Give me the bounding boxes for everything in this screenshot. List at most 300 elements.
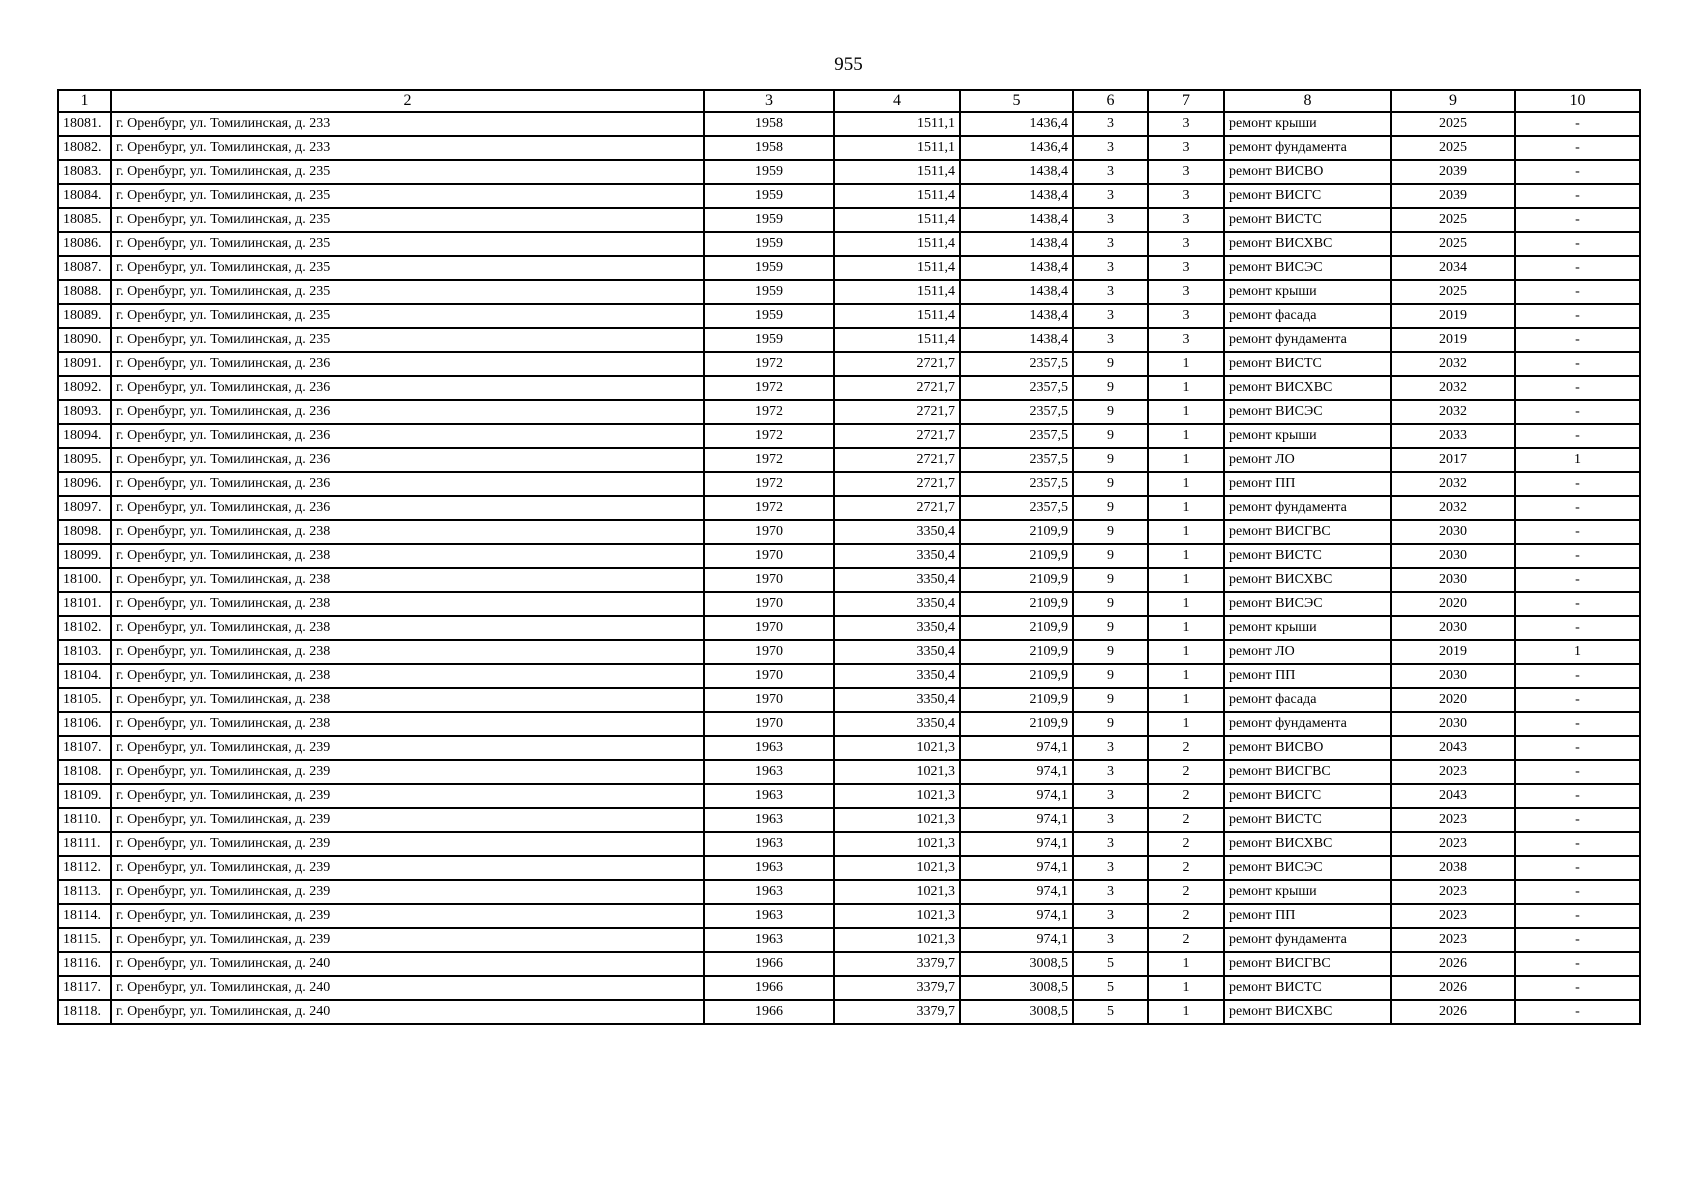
table-row xyxy=(58,520,1640,544)
floors-cell: 9 xyxy=(1073,400,1148,424)
work-type-cell: ремонт крыши xyxy=(1224,424,1391,448)
work-type-cell: ремонт ВИСХВС xyxy=(1224,232,1391,256)
work-type-cell: ремонт ВИСЭС xyxy=(1224,256,1391,280)
entrances-cell: 2 xyxy=(1148,760,1224,784)
planned-year-cell: 2025 xyxy=(1391,112,1515,136)
status-mark-cell: - xyxy=(1515,376,1640,400)
row-number-cell: 18110. xyxy=(58,808,111,832)
floors-cell: 9 xyxy=(1073,352,1148,376)
living-area-cell: 974,1 xyxy=(960,736,1073,760)
column-header-5: 5 xyxy=(960,90,1073,112)
table-row xyxy=(58,232,1640,256)
total-area-cell: 3350,4 xyxy=(834,616,960,640)
living-area-cell: 2109,9 xyxy=(960,592,1073,616)
work-type-cell: ремонт крыши xyxy=(1224,616,1391,640)
living-area-cell: 2109,9 xyxy=(960,712,1073,736)
entrances-cell: 1 xyxy=(1148,400,1224,424)
living-area-cell: 974,1 xyxy=(960,928,1073,952)
year-built-cell: 1963 xyxy=(704,736,834,760)
entrances-cell: 2 xyxy=(1148,880,1224,904)
living-area-cell: 3008,5 xyxy=(960,976,1073,1000)
floors-cell: 5 xyxy=(1073,1000,1148,1024)
work-type-cell: ремонт ВИСЭС xyxy=(1224,856,1391,880)
column-header-3: 3 xyxy=(704,90,834,112)
living-area-cell: 2357,5 xyxy=(960,496,1073,520)
living-area-cell: 1438,4 xyxy=(960,184,1073,208)
table-row xyxy=(58,952,1640,976)
row-number-cell: 18104. xyxy=(58,664,111,688)
living-area-cell: 2109,9 xyxy=(960,664,1073,688)
address-cell: г. Оренбург, ул. Томилинская, д. 236 xyxy=(111,376,704,400)
work-type-cell: ремонт ВИСЭС xyxy=(1224,400,1391,424)
floors-cell: 9 xyxy=(1073,712,1148,736)
planned-year-cell: 2030 xyxy=(1391,664,1515,688)
table-row xyxy=(58,472,1640,496)
status-mark-cell: - xyxy=(1515,256,1640,280)
year-built-cell: 1958 xyxy=(704,136,834,160)
living-area-cell: 3008,5 xyxy=(960,1000,1073,1024)
table-row xyxy=(58,136,1640,160)
living-area-cell: 974,1 xyxy=(960,856,1073,880)
table-row xyxy=(58,592,1640,616)
table-row xyxy=(58,496,1640,520)
address-cell: г. Оренбург, ул. Томилинская, д. 238 xyxy=(111,664,704,688)
address-cell: г. Оренбург, ул. Томилинская, д. 239 xyxy=(111,736,704,760)
row-number-cell: 18095. xyxy=(58,448,111,472)
work-type-cell: ремонт ВИСВО xyxy=(1224,736,1391,760)
total-area-cell: 3350,4 xyxy=(834,640,960,664)
row-number-cell: 18088. xyxy=(58,280,111,304)
work-type-cell: ремонт ВИСХВС xyxy=(1224,1000,1391,1024)
year-built-cell: 1972 xyxy=(704,472,834,496)
row-number-cell: 18094. xyxy=(58,424,111,448)
address-cell: г. Оренбург, ул. Томилинская, д. 235 xyxy=(111,232,704,256)
total-area-cell: 2721,7 xyxy=(834,448,960,472)
entrances-cell: 1 xyxy=(1148,1000,1224,1024)
floors-cell: 9 xyxy=(1073,448,1148,472)
status-mark-cell: - xyxy=(1515,760,1640,784)
year-built-cell: 1959 xyxy=(704,328,834,352)
planned-year-cell: 2043 xyxy=(1391,784,1515,808)
address-cell: г. Оренбург, ул. Томилинская, д. 236 xyxy=(111,472,704,496)
total-area-cell: 3379,7 xyxy=(834,976,960,1000)
status-mark-cell: - xyxy=(1515,280,1640,304)
floors-cell: 9 xyxy=(1073,616,1148,640)
table-row xyxy=(58,976,1640,1000)
floors-cell: 3 xyxy=(1073,880,1148,904)
address-cell: г. Оренбург, ул. Томилинская, д. 238 xyxy=(111,592,704,616)
planned-year-cell: 2026 xyxy=(1391,952,1515,976)
address-cell: г. Оренбург, ул. Томилинская, д. 238 xyxy=(111,544,704,568)
table-row xyxy=(58,736,1640,760)
floors-cell: 9 xyxy=(1073,688,1148,712)
status-mark-cell: - xyxy=(1515,136,1640,160)
entrances-cell: 1 xyxy=(1148,496,1224,520)
living-area-cell: 2357,5 xyxy=(960,400,1073,424)
year-built-cell: 1966 xyxy=(704,952,834,976)
total-area-cell: 3350,4 xyxy=(834,712,960,736)
planned-year-cell: 2025 xyxy=(1391,208,1515,232)
row-number-cell: 18105. xyxy=(58,688,111,712)
floors-cell: 5 xyxy=(1073,952,1148,976)
address-cell: г. Оренбург, ул. Томилинская, д. 240 xyxy=(111,1000,704,1024)
status-mark-cell: - xyxy=(1515,688,1640,712)
address-cell: г. Оренбург, ул. Томилинская, д. 236 xyxy=(111,424,704,448)
total-area-cell: 3379,7 xyxy=(834,1000,960,1024)
status-mark-cell: - xyxy=(1515,112,1640,136)
floors-cell: 3 xyxy=(1073,928,1148,952)
address-cell: г. Оренбург, ул. Томилинская, д. 238 xyxy=(111,688,704,712)
work-type-cell: ремонт ВИСГС xyxy=(1224,784,1391,808)
year-built-cell: 1963 xyxy=(704,784,834,808)
year-built-cell: 1970 xyxy=(704,520,834,544)
table-row xyxy=(58,688,1640,712)
column-header-6: 6 xyxy=(1073,90,1148,112)
total-area-cell: 3350,4 xyxy=(834,688,960,712)
year-built-cell: 1972 xyxy=(704,376,834,400)
row-number-cell: 18115. xyxy=(58,928,111,952)
table-row xyxy=(58,760,1640,784)
floors-cell: 3 xyxy=(1073,160,1148,184)
row-number-cell: 18109. xyxy=(58,784,111,808)
total-area-cell: 2721,7 xyxy=(834,376,960,400)
row-number-cell: 18096. xyxy=(58,472,111,496)
total-area-cell: 1511,4 xyxy=(834,208,960,232)
entrances-cell: 3 xyxy=(1148,160,1224,184)
table-row xyxy=(58,280,1640,304)
table-row xyxy=(58,208,1640,232)
entrances-cell: 1 xyxy=(1148,544,1224,568)
table-row xyxy=(58,1000,1640,1024)
total-area-cell: 1511,4 xyxy=(834,232,960,256)
year-built-cell: 1959 xyxy=(704,280,834,304)
row-number-cell: 18106. xyxy=(58,712,111,736)
status-mark-cell: - xyxy=(1515,400,1640,424)
status-mark-cell: - xyxy=(1515,904,1640,928)
floors-cell: 3 xyxy=(1073,760,1148,784)
entrances-cell: 1 xyxy=(1148,592,1224,616)
floors-cell: 9 xyxy=(1073,376,1148,400)
total-area-cell: 1021,3 xyxy=(834,760,960,784)
registry-table xyxy=(57,89,1641,1025)
entrances-cell: 3 xyxy=(1148,328,1224,352)
row-number-cell: 18089. xyxy=(58,304,111,328)
floors-cell: 3 xyxy=(1073,904,1148,928)
total-area-cell: 1511,4 xyxy=(834,328,960,352)
status-mark-cell: - xyxy=(1515,952,1640,976)
row-number-cell: 18103. xyxy=(58,640,111,664)
work-type-cell: ремонт крыши xyxy=(1224,112,1391,136)
work-type-cell: ремонт фундамента xyxy=(1224,712,1391,736)
floors-cell: 3 xyxy=(1073,256,1148,280)
table-row xyxy=(58,160,1640,184)
column-header-1: 1 xyxy=(58,90,111,112)
floors-cell: 9 xyxy=(1073,640,1148,664)
planned-year-cell: 2025 xyxy=(1391,136,1515,160)
row-number-cell: 18091. xyxy=(58,352,111,376)
year-built-cell: 1966 xyxy=(704,976,834,1000)
planned-year-cell: 2020 xyxy=(1391,688,1515,712)
living-area-cell: 1438,4 xyxy=(960,256,1073,280)
address-cell: г. Оренбург, ул. Томилинская, д. 238 xyxy=(111,568,704,592)
table-row xyxy=(58,256,1640,280)
address-cell: г. Оренбург, ул. Томилинская, д. 235 xyxy=(111,184,704,208)
floors-cell: 3 xyxy=(1073,304,1148,328)
living-area-cell: 1438,4 xyxy=(960,280,1073,304)
year-built-cell: 1970 xyxy=(704,664,834,688)
work-type-cell: ремонт фундамента xyxy=(1224,496,1391,520)
year-built-cell: 1972 xyxy=(704,424,834,448)
total-area-cell: 1021,3 xyxy=(834,736,960,760)
status-mark-cell: - xyxy=(1515,184,1640,208)
planned-year-cell: 2023 xyxy=(1391,880,1515,904)
total-area-cell: 2721,7 xyxy=(834,472,960,496)
planned-year-cell: 2032 xyxy=(1391,400,1515,424)
status-mark-cell: - xyxy=(1515,304,1640,328)
row-number-cell: 18084. xyxy=(58,184,111,208)
entrances-cell: 1 xyxy=(1148,616,1224,640)
work-type-cell: ремонт ВИСВО xyxy=(1224,160,1391,184)
entrances-cell: 3 xyxy=(1148,136,1224,160)
work-type-cell: ремонт крыши xyxy=(1224,880,1391,904)
row-number-cell: 18098. xyxy=(58,520,111,544)
row-number-cell: 18085. xyxy=(58,208,111,232)
planned-year-cell: 2023 xyxy=(1391,832,1515,856)
living-area-cell: 974,1 xyxy=(960,808,1073,832)
work-type-cell: ремонт ВИСТС xyxy=(1224,208,1391,232)
year-built-cell: 1959 xyxy=(704,232,834,256)
year-built-cell: 1963 xyxy=(704,832,834,856)
year-built-cell: 1970 xyxy=(704,616,834,640)
work-type-cell: ремонт крыши xyxy=(1224,280,1391,304)
entrances-cell: 2 xyxy=(1148,784,1224,808)
work-type-cell: ремонт фасада xyxy=(1224,304,1391,328)
address-cell: г. Оренбург, ул. Томилинская, д. 239 xyxy=(111,808,704,832)
entrances-cell: 2 xyxy=(1148,856,1224,880)
row-number-cell: 18107. xyxy=(58,736,111,760)
year-built-cell: 1963 xyxy=(704,904,834,928)
total-area-cell: 1511,4 xyxy=(834,160,960,184)
table-row xyxy=(58,376,1640,400)
floors-cell: 3 xyxy=(1073,232,1148,256)
planned-year-cell: 2032 xyxy=(1391,496,1515,520)
planned-year-cell: 2030 xyxy=(1391,616,1515,640)
address-cell: г. Оренбург, ул. Томилинская, д. 239 xyxy=(111,928,704,952)
work-type-cell: ремонт ЛО xyxy=(1224,640,1391,664)
status-mark-cell: - xyxy=(1515,568,1640,592)
header-row xyxy=(58,90,1640,112)
address-cell: г. Оренбург, ул. Томилинская, д. 239 xyxy=(111,760,704,784)
total-area-cell: 2721,7 xyxy=(834,424,960,448)
planned-year-cell: 2030 xyxy=(1391,568,1515,592)
living-area-cell: 3008,5 xyxy=(960,952,1073,976)
table-row xyxy=(58,664,1640,688)
address-cell: г. Оренбург, ул. Томилинская, д. 239 xyxy=(111,856,704,880)
total-area-cell: 1511,4 xyxy=(834,184,960,208)
year-built-cell: 1959 xyxy=(704,160,834,184)
floors-cell: 3 xyxy=(1073,736,1148,760)
year-built-cell: 1972 xyxy=(704,496,834,520)
year-built-cell: 1963 xyxy=(704,856,834,880)
table-row xyxy=(58,832,1640,856)
year-built-cell: 1963 xyxy=(704,880,834,904)
living-area-cell: 2357,5 xyxy=(960,472,1073,496)
entrances-cell: 1 xyxy=(1148,352,1224,376)
total-area-cell: 3350,4 xyxy=(834,568,960,592)
row-number-cell: 18112. xyxy=(58,856,111,880)
planned-year-cell: 2030 xyxy=(1391,544,1515,568)
total-area-cell: 1021,3 xyxy=(834,856,960,880)
work-type-cell: ремонт ВИСХВС xyxy=(1224,376,1391,400)
total-area-cell: 2721,7 xyxy=(834,400,960,424)
address-cell: г. Оренбург, ул. Томилинская, д. 238 xyxy=(111,520,704,544)
work-type-cell: ремонт фундамента xyxy=(1224,136,1391,160)
column-header-8: 8 xyxy=(1224,90,1391,112)
planned-year-cell: 2030 xyxy=(1391,520,1515,544)
total-area-cell: 3350,4 xyxy=(834,664,960,688)
year-built-cell: 1970 xyxy=(704,592,834,616)
row-number-cell: 18113. xyxy=(58,880,111,904)
entrances-cell: 2 xyxy=(1148,736,1224,760)
work-type-cell: ремонт ПП xyxy=(1224,664,1391,688)
status-mark-cell: 1 xyxy=(1515,448,1640,472)
table-row xyxy=(58,640,1640,664)
living-area-cell: 1438,4 xyxy=(960,232,1073,256)
work-type-cell: ремонт ВИСТС xyxy=(1224,976,1391,1000)
row-number-cell: 18114. xyxy=(58,904,111,928)
year-built-cell: 1970 xyxy=(704,544,834,568)
entrances-cell: 1 xyxy=(1148,376,1224,400)
floors-cell: 5 xyxy=(1073,976,1148,1000)
planned-year-cell: 2023 xyxy=(1391,904,1515,928)
total-area-cell: 1511,4 xyxy=(834,256,960,280)
column-header-4: 4 xyxy=(834,90,960,112)
address-cell: г. Оренбург, ул. Томилинская, д. 238 xyxy=(111,616,704,640)
status-mark-cell: - xyxy=(1515,976,1640,1000)
row-number-cell: 18099. xyxy=(58,544,111,568)
table-row xyxy=(58,424,1640,448)
total-area-cell: 1511,1 xyxy=(834,136,960,160)
row-number-cell: 18111. xyxy=(58,832,111,856)
row-number-cell: 18092. xyxy=(58,376,111,400)
total-area-cell: 3350,4 xyxy=(834,520,960,544)
status-mark-cell: - xyxy=(1515,736,1640,760)
entrances-cell: 1 xyxy=(1148,952,1224,976)
floors-cell: 3 xyxy=(1073,280,1148,304)
table-row xyxy=(58,112,1640,136)
address-cell: г. Оренбург, ул. Томилинская, д. 236 xyxy=(111,496,704,520)
work-type-cell: ремонт ПП xyxy=(1224,904,1391,928)
address-cell: г. Оренбург, ул. Томилинская, д. 235 xyxy=(111,256,704,280)
work-type-cell: ремонт ВИСТС xyxy=(1224,808,1391,832)
status-mark-cell: - xyxy=(1515,784,1640,808)
living-area-cell: 1436,4 xyxy=(960,136,1073,160)
row-number-cell: 18081. xyxy=(58,112,111,136)
floors-cell: 9 xyxy=(1073,520,1148,544)
entrances-cell: 1 xyxy=(1148,472,1224,496)
address-cell: г. Оренбург, ул. Томилинская, д. 235 xyxy=(111,280,704,304)
work-type-cell: ремонт ВИСГВС xyxy=(1224,760,1391,784)
total-area-cell: 3379,7 xyxy=(834,952,960,976)
entrances-cell: 3 xyxy=(1148,232,1224,256)
address-cell: г. Оренбург, ул. Томилинская, д. 239 xyxy=(111,880,704,904)
table-row xyxy=(58,712,1640,736)
row-number-cell: 18097. xyxy=(58,496,111,520)
row-number-cell: 18101. xyxy=(58,592,111,616)
planned-year-cell: 2030 xyxy=(1391,712,1515,736)
living-area-cell: 974,1 xyxy=(960,904,1073,928)
living-area-cell: 2109,9 xyxy=(960,520,1073,544)
floors-cell: 3 xyxy=(1073,784,1148,808)
table-row xyxy=(58,904,1640,928)
status-mark-cell: - xyxy=(1515,472,1640,496)
work-type-cell: ремонт ВИСЭС xyxy=(1224,592,1391,616)
table-row xyxy=(58,328,1640,352)
work-type-cell: ремонт ВИСТС xyxy=(1224,352,1391,376)
entrances-cell: 3 xyxy=(1148,280,1224,304)
floors-cell: 3 xyxy=(1073,208,1148,232)
row-number-cell: 18116. xyxy=(58,952,111,976)
entrances-cell: 1 xyxy=(1148,712,1224,736)
living-area-cell: 974,1 xyxy=(960,832,1073,856)
work-type-cell: ремонт ВИСГВС xyxy=(1224,520,1391,544)
living-area-cell: 1438,4 xyxy=(960,304,1073,328)
planned-year-cell: 2017 xyxy=(1391,448,1515,472)
floors-cell: 9 xyxy=(1073,424,1148,448)
page-number: 955 xyxy=(834,54,863,75)
planned-year-cell: 2034 xyxy=(1391,256,1515,280)
table-row xyxy=(58,784,1640,808)
row-number-cell: 18118. xyxy=(58,1000,111,1024)
column-header-10: 10 xyxy=(1515,90,1640,112)
entrances-cell: 2 xyxy=(1148,904,1224,928)
status-mark-cell: - xyxy=(1515,616,1640,640)
total-area-cell: 1021,3 xyxy=(834,808,960,832)
work-type-cell: ремонт ВИСХВС xyxy=(1224,568,1391,592)
status-mark-cell: - xyxy=(1515,856,1640,880)
floors-cell: 3 xyxy=(1073,112,1148,136)
row-number-cell: 18102. xyxy=(58,616,111,640)
total-area-cell: 1021,3 xyxy=(834,832,960,856)
address-cell: г. Оренбург, ул. Томилинская, д. 236 xyxy=(111,400,704,424)
work-type-cell: ремонт ВИСГС xyxy=(1224,184,1391,208)
status-mark-cell: - xyxy=(1515,592,1640,616)
living-area-cell: 1438,4 xyxy=(960,208,1073,232)
entrances-cell: 3 xyxy=(1148,208,1224,232)
year-built-cell: 1972 xyxy=(704,448,834,472)
total-area-cell: 3350,4 xyxy=(834,592,960,616)
year-built-cell: 1970 xyxy=(704,568,834,592)
year-built-cell: 1958 xyxy=(704,112,834,136)
work-type-cell: ремонт ВИСТС xyxy=(1224,544,1391,568)
living-area-cell: 2109,9 xyxy=(960,640,1073,664)
floors-cell: 9 xyxy=(1073,544,1148,568)
entrances-cell: 3 xyxy=(1148,184,1224,208)
status-mark-cell: - xyxy=(1515,832,1640,856)
planned-year-cell: 2019 xyxy=(1391,640,1515,664)
status-mark-cell: - xyxy=(1515,352,1640,376)
entrances-cell: 1 xyxy=(1148,688,1224,712)
year-built-cell: 1959 xyxy=(704,208,834,232)
address-cell: г. Оренбург, ул. Томилинская, д. 235 xyxy=(111,328,704,352)
planned-year-cell: 2023 xyxy=(1391,808,1515,832)
living-area-cell: 974,1 xyxy=(960,880,1073,904)
status-mark-cell: - xyxy=(1515,808,1640,832)
status-mark-cell: - xyxy=(1515,328,1640,352)
status-mark-cell: - xyxy=(1515,232,1640,256)
entrances-cell: 1 xyxy=(1148,976,1224,1000)
living-area-cell: 2109,9 xyxy=(960,568,1073,592)
